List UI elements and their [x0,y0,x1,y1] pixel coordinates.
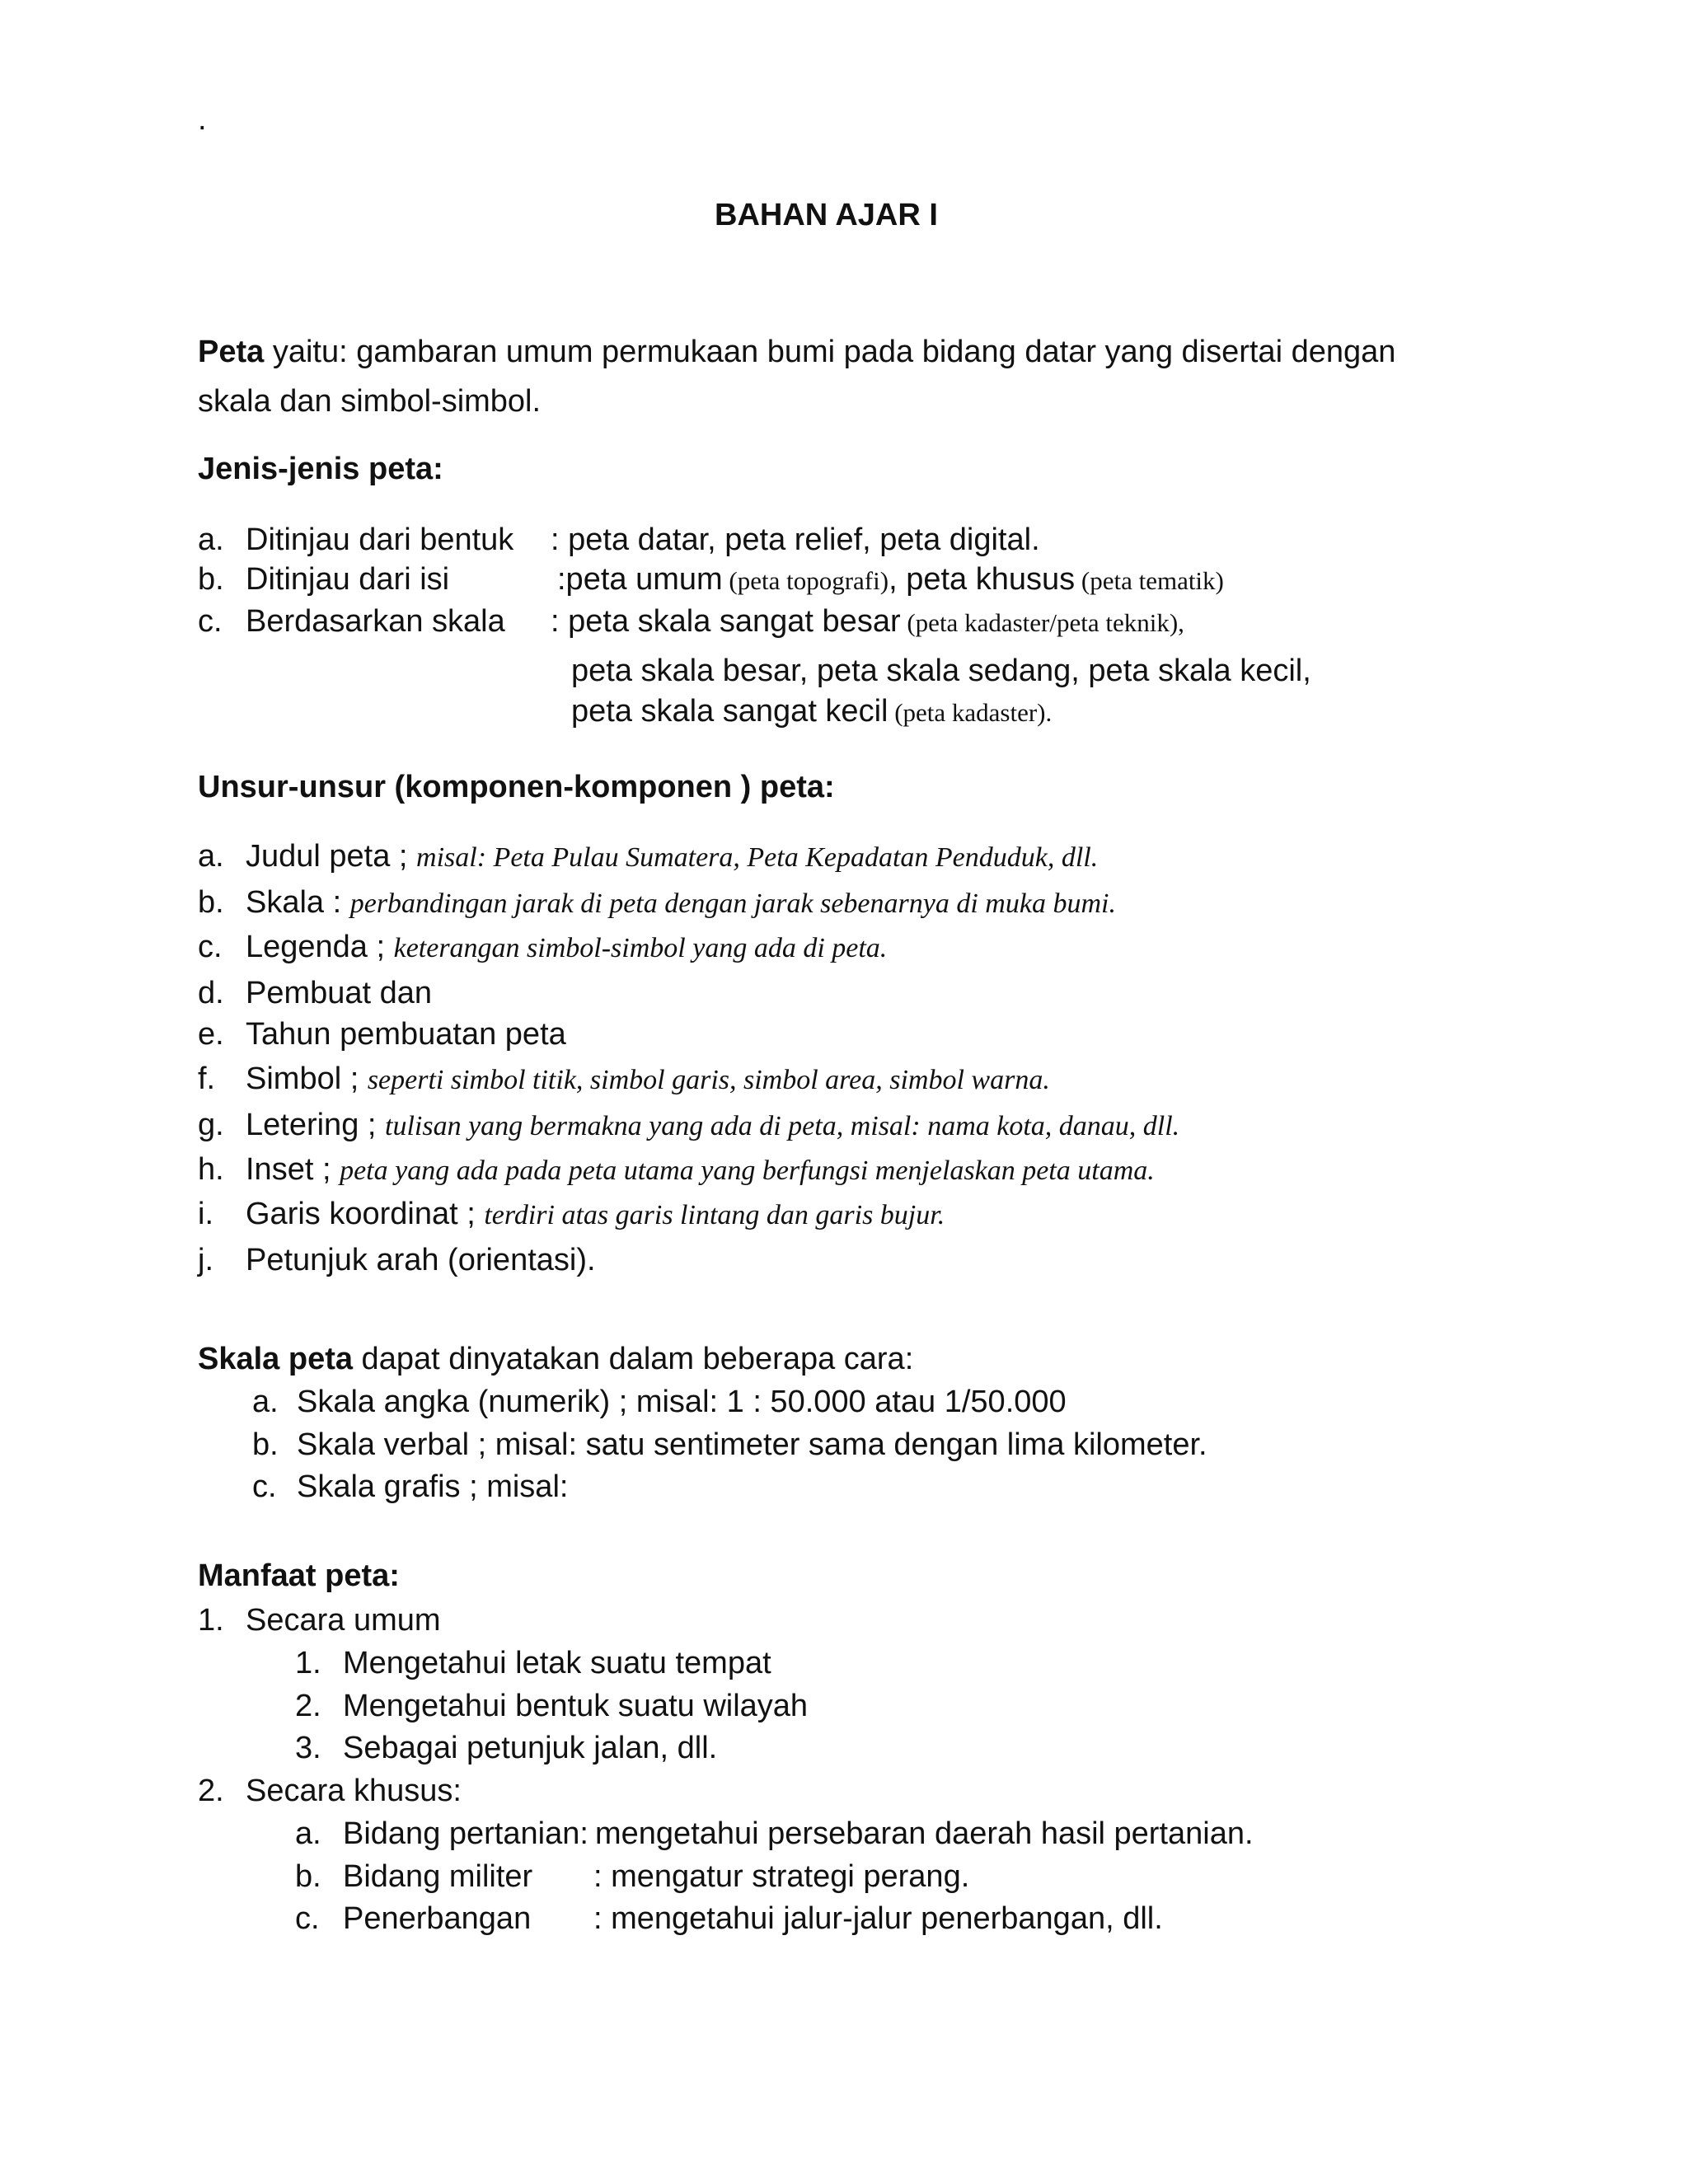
jenis-label: Ditinjau dari bentuk [246,523,514,557]
manfaat-text: Sebagai petunjuk jalan, dll. [343,1731,718,1765]
list-marker: a. [252,1385,279,1419]
manfaat-umum-label: Secara umum [246,1603,441,1638]
jenis-label: Ditinjau dari isi [246,562,450,597]
jenis-continuation-1: peta skala besar, peta skala sedang, peta skala kecil, [571,654,1311,688]
skala-term: Skala peta [198,1342,353,1376]
skala-text: Skala verbal ; misal: satu sentimeter sama dengan lima kilometer. [297,1427,1207,1462]
jenis-note: (peta topografi) [722,566,889,595]
jenis-value [551,604,1184,640]
jenis-heading: Jenis-jenis peta: [198,452,443,486]
list-marker: e. [198,1017,224,1052]
manfaat-heading: Manfaat peta: [198,1558,400,1593]
unsur-line [246,976,432,1012]
unsur-line [246,1062,1050,1098]
jenis-value [557,562,1224,598]
unsur-note: misal: Peta Pulau Sumatera, Peta Kepadatan Penduduk, dll. [416,842,1099,873]
list-marker: f. [198,1062,216,1096]
unsur-heading: Unsur-unsur (komponen-komponen ) peta: [198,770,835,804]
unsur-note: keterangan simbol-simbol yang ada di peta. [393,933,888,963]
jenis-value: : peta datar, peta relief, peta digital. [551,523,1040,557]
list-marker: c. [252,1469,277,1504]
unsur-line [246,885,1116,921]
list-marker: 2. [198,1774,224,1808]
list-marker: b. [252,1427,279,1462]
unsur-note: perbandingan jarak di peta dengan jarak sebenarnya di muka bumi. [349,888,1116,919]
list-marker: 1. [295,1646,321,1680]
jenis-label: Berdasarkan skala [246,604,505,639]
skala-text: Skala grafis ; misal: [297,1469,569,1504]
list-marker: a. [198,839,224,874]
list-marker: b. [198,562,224,597]
manfaat-label: Penerbangan [343,1901,532,1936]
unsur-line [246,1017,566,1053]
jenis-continuation-note: (peta kadaster). [888,698,1053,727]
list-marker: 2. [295,1689,321,1723]
skala-text: Skala angka (numerik) ; misal: 1 : 50.000 atau 1/50.000 [297,1385,1067,1419]
list-marker: c. [198,930,223,964]
list-marker: b. [198,885,224,920]
unsur-label: Tahun pembuatan peta [246,1017,566,1052]
unsur-line [246,1243,596,1279]
list-marker: j. [198,1243,213,1277]
definition-term: Peta [198,335,265,369]
unsur-note: tulisan yang bermakna yang ada di peta, misal: nama kota, danau, dll. [385,1111,1180,1141]
skala-intro [198,1342,913,1378]
unsur-line [246,1108,1179,1144]
unsur-line [246,930,887,966]
unsur-line [246,839,1098,875]
unsur-note: peta yang ada pada peta utama yang berfungsi menjelaskan peta utama. [340,1155,1155,1186]
jenis-note-2: (peta tematik) [1075,566,1224,595]
jenis-note: (peta kadaster/peta teknik), [900,608,1184,637]
skala-intro-text: dapat dinyatakan dalam beberapa cara: [353,1342,914,1376]
stray-dot: . [198,102,207,137]
jenis-value-text: :peta umum [557,562,723,597]
list-marker: 1. [198,1603,224,1638]
jenis-continuation-2 [571,694,1052,730]
jenis-continuation-text: peta skala sangat kecil [571,694,889,729]
definition-line-1 [198,335,1395,371]
unsur-label: Skala : [246,885,350,920]
unsur-note: terdiri atas garis lintang dan garis bujur. [484,1200,945,1230]
manfaat-text: Mengetahui bentuk suatu wilayah [343,1689,809,1723]
unsur-label: Letering ; [246,1108,385,1142]
unsur-label: Petunjuk arah (orientasi). [246,1243,596,1277]
jenis-value-text-2: , peta khusus [889,562,1076,597]
manfaat-text: : mengatur strategi perang. [593,1859,970,1894]
unsur-label: Judul peta ; [246,839,417,874]
list-marker: c. [295,1901,320,1936]
definition-line-2: skala dan simbol-simbol. [198,384,542,419]
list-marker: 3. [295,1731,321,1765]
list-marker: c. [198,604,223,639]
manfaat-text: Mengetahui letak suatu tempat [343,1646,771,1680]
list-marker: a. [198,523,224,557]
manfaat-text: mengetahui persebaran daerah hasil pertanian. [595,1816,1254,1851]
jenis-value-text: : peta skala sangat besar [551,604,901,639]
list-marker: h. [198,1152,224,1187]
unsur-label: Garis koordinat ; [246,1197,485,1231]
definition-text-1: yaitu: gambaran umum permukaan bumi pada bidang datar yang disertai dengan [264,335,1396,369]
manfaat-label: Bidang pertanian: [343,1816,588,1851]
list-marker: d. [198,976,224,1010]
unsur-line [246,1152,1155,1188]
unsur-label: Legenda ; [246,930,394,964]
unsur-line [246,1197,945,1233]
list-marker: b. [295,1859,321,1894]
page-title: BAHAN AJAR I [715,198,938,232]
list-marker: g. [198,1108,224,1142]
manfaat-label: Bidang militer [343,1859,533,1894]
unsur-label: Pembuat dan [246,976,433,1010]
unsur-label: Simbol ; [246,1062,368,1096]
list-marker: a. [295,1816,321,1851]
unsur-label: Inset ; [246,1152,340,1187]
manfaat-text: : mengetahui jalur-jalur penerbangan, dll. [593,1901,1163,1936]
manfaat-khusus-label: Secara khusus: [246,1774,462,1808]
list-marker: i. [198,1197,213,1231]
unsur-note: seperti simbol titik, simbol garis, simbol area, simbol warna. [367,1065,1050,1095]
